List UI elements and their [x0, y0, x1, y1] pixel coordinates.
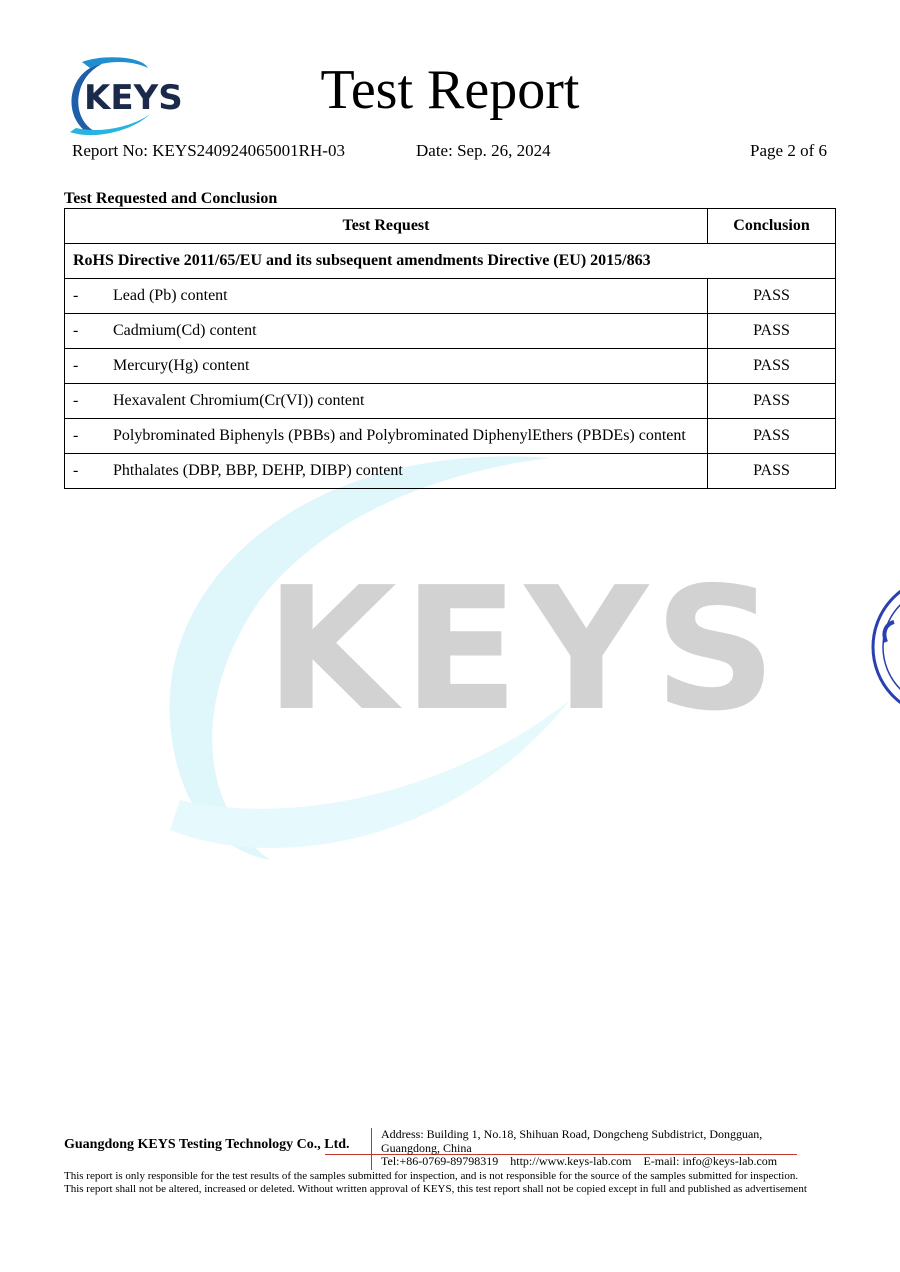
company-stamp-icon	[868, 572, 900, 722]
address-line-1: Address: Building 1, No.18, Shihuan Road, Dongcheng Subdistrict, Dongguan,	[381, 1127, 763, 1141]
table-header-row	[65, 209, 836, 244]
keys-watermark-icon	[150, 450, 790, 870]
conclusion-cell: PASS	[708, 314, 836, 349]
row-dash: -	[73, 322, 79, 339]
table-row	[65, 454, 836, 489]
test-item	[65, 419, 708, 454]
test-item-label: Polybrominated Biphenyls (PBBs) and Polybrominated DiphenylEthers (PBDEs) content	[113, 427, 686, 444]
company-name: Guangdong KEYS Testing Technology Co., Ltd.	[64, 1137, 350, 1152]
row-dash: -	[73, 357, 79, 374]
disclaimer-line-2: This report shall not be altered, increased or deleted. Without written approval of KEYS, this test report shall not be copied except in full and published as advertisement	[64, 1183, 807, 1195]
row-dash: -	[73, 392, 79, 409]
table-row	[65, 384, 836, 419]
table-row	[65, 279, 836, 314]
conclusion-cell: PASS	[708, 454, 836, 489]
page-number: Page 2 of 6	[750, 141, 827, 160]
directive-text: RoHS Directive 2011/65/EU and its subsequent amendments Directive (EU) 2015/863	[65, 244, 836, 279]
section-title: Test Requested and Conclusion	[64, 190, 278, 207]
test-item-label: Cadmium(Cd) content	[113, 322, 257, 339]
test-item-label: Hexavalent Chromium(Cr(VI)) content	[113, 392, 365, 409]
test-item-label: Mercury(Hg) content	[113, 357, 250, 374]
disclaimer-line-1: This report is only responsible for the test results of the samples submitted for inspection, and is not responsible for the source of the samples submitted for inspection.	[64, 1170, 799, 1182]
test-item	[65, 314, 708, 349]
test-item	[65, 384, 708, 419]
table-row	[65, 419, 836, 454]
conclusion-cell: PASS	[708, 349, 836, 384]
test-results-table	[64, 208, 836, 489]
directive-row	[65, 244, 836, 279]
svg-text:KEYS: KEYS	[265, 551, 783, 749]
test-item-label: Phthalates (DBP, BBP, DEHP, DIBP) content	[113, 462, 403, 479]
row-dash: -	[73, 462, 79, 479]
header-test-request: Test Request	[65, 209, 708, 244]
row-dash: -	[73, 427, 79, 444]
test-item-label: Lead (Pb) content	[113, 287, 228, 304]
conclusion-cell: PASS	[708, 279, 836, 314]
test-item	[65, 279, 708, 314]
report-date: Date: Sep. 26, 2024	[416, 141, 551, 160]
contact-line: Tel:+86-0769-89798319 http://www.keys-lab.com E-mail: info@keys-lab.com	[381, 1154, 778, 1168]
row-dash: -	[73, 287, 79, 304]
report-number: Report No: KEYS240924065001RH-03	[72, 141, 345, 160]
table-row	[65, 349, 836, 384]
header-conclusion: Conclusion	[708, 209, 836, 244]
page-title: Test Report	[320, 59, 580, 121]
test-item	[65, 454, 708, 489]
svg-text:KEYS: KEYS	[84, 78, 183, 118]
table-row	[65, 314, 836, 349]
address-line-2: Guangdong, China	[381, 1141, 472, 1155]
conclusion-cell: PASS	[708, 384, 836, 419]
footer-divider	[371, 1128, 372, 1170]
test-item	[65, 349, 708, 384]
conclusion-cell: PASS	[708, 419, 836, 454]
